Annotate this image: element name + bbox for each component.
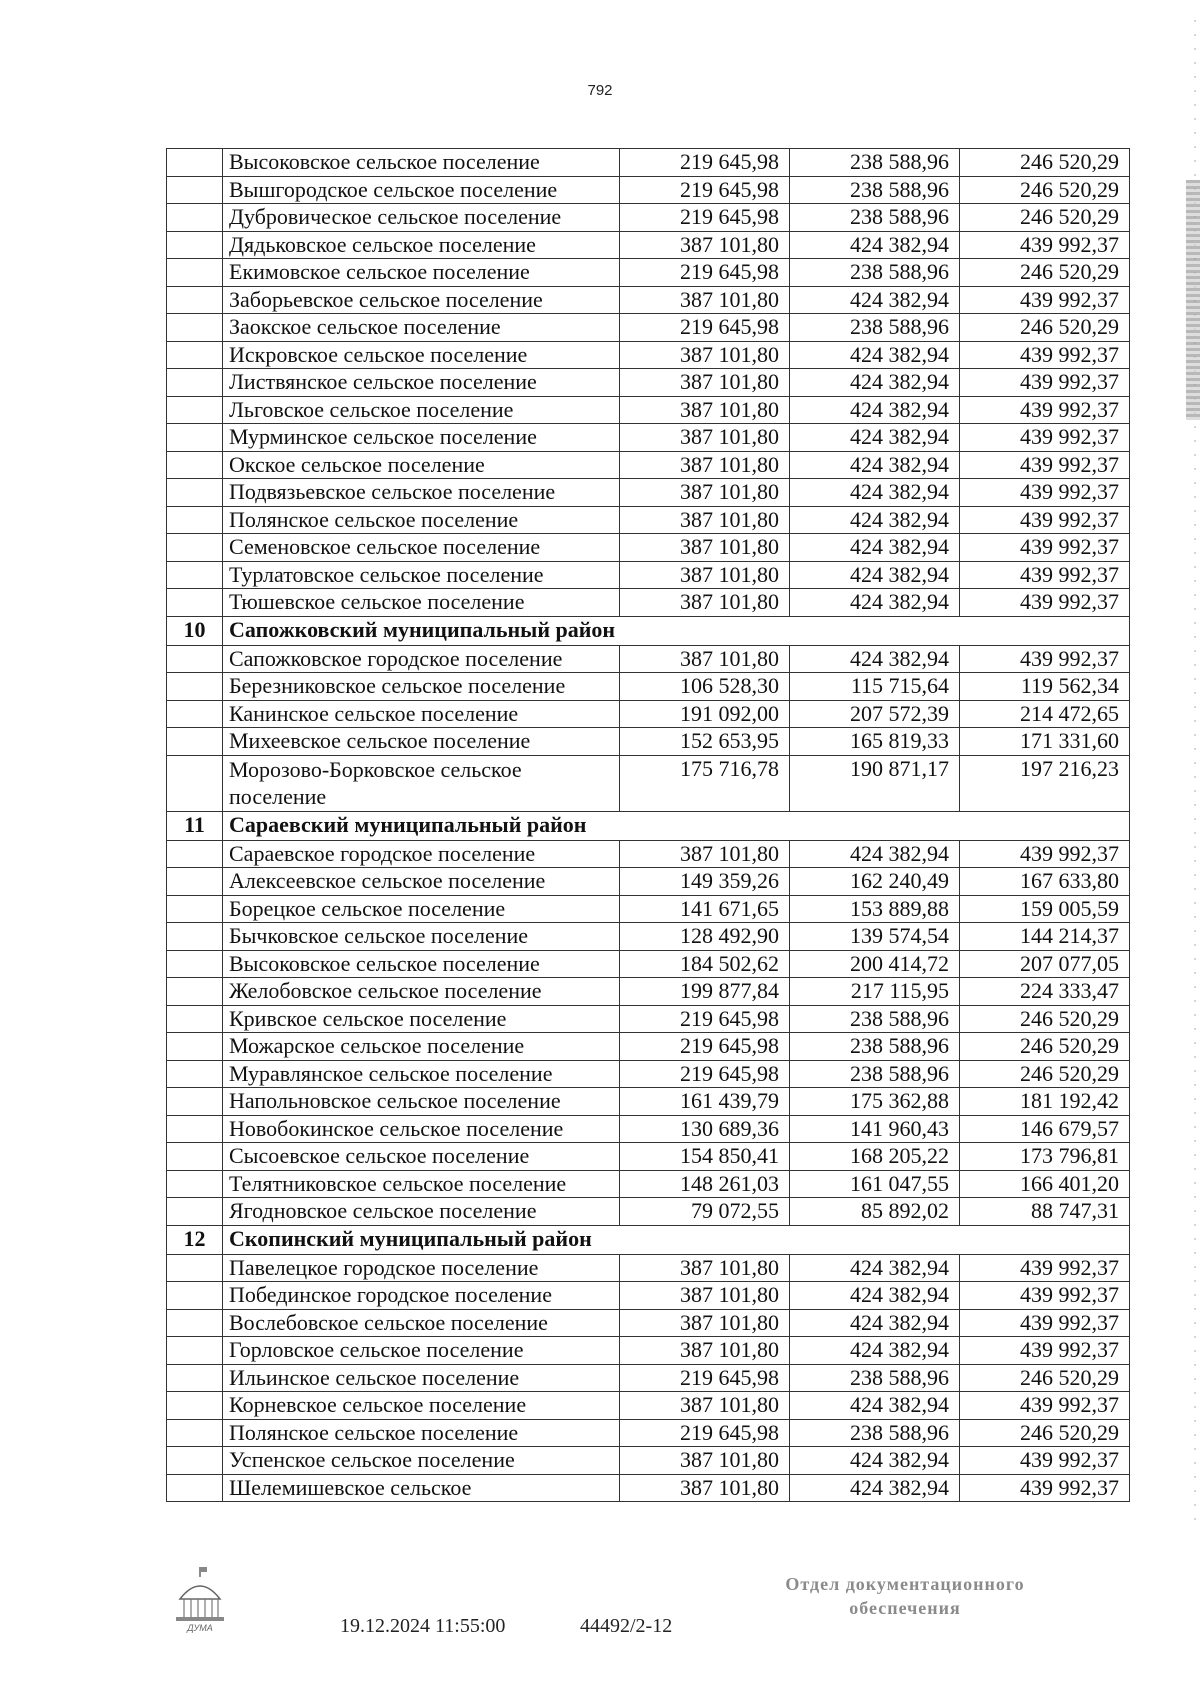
row-number-cell [167,396,223,424]
settlement-name: Вышгородское сельское поселение [223,176,620,204]
duma-building-icon [170,1565,230,1635]
settlement-name: Дядьковское сельское поселение [223,231,620,259]
amount-cell-1: 184 502,62 [620,950,790,978]
amount-cell-3: 246 520,29 [960,1419,1130,1447]
district-number: 11 [167,811,223,840]
amount-cell-3: 246 520,29 [960,259,1130,287]
row-number-cell [167,1337,223,1365]
amount-cell-2: 165 819,33 [790,728,960,756]
table-row [167,286,1130,314]
amount-cell-3: 146 679,57 [960,1115,1130,1143]
amount-cell-3: 439 992,37 [960,645,1130,673]
amount-cell-3: 439 992,37 [960,1474,1130,1502]
row-number-cell [167,286,223,314]
amount-cell-3: 439 992,37 [960,286,1130,314]
amount-cell-2: 139 574,54 [790,923,960,951]
row-number-cell [167,1282,223,1310]
amount-cell-2: 85 892,02 [790,1198,960,1226]
settlement-name: Сапожковское городское поселение [223,645,620,673]
row-number-cell [167,950,223,978]
amount-cell-1: 219 645,98 [620,1005,790,1033]
stamp-line-2: обеспечения [849,1598,961,1618]
amount-cell-3: 439 992,37 [960,1254,1130,1282]
row-number-cell [167,673,223,701]
amount-cell-2: 424 382,94 [790,561,960,589]
amount-cell-3: 166 401,20 [960,1170,1130,1198]
row-number-cell [167,978,223,1006]
settlement-name: Шелемишевское сельское [223,1474,620,1502]
row-number-cell [167,231,223,259]
row-number-cell [167,645,223,673]
table-row [167,231,1130,259]
scan-edge-artifact [1186,180,1200,420]
amount-cell-3: 439 992,37 [960,534,1130,562]
table-row [167,1337,1130,1365]
row-number-cell [167,176,223,204]
table-row [167,755,1130,811]
amount-cell-1: 191 092,00 [620,700,790,728]
district-header-row [167,811,1130,840]
amount-cell-1: 219 645,98 [620,1060,790,1088]
amount-cell-3: 439 992,37 [960,1282,1130,1310]
settlement-name: Бычковское сельское поселение [223,923,620,951]
amount-cell-1: 387 101,80 [620,451,790,479]
amount-cell-3: 246 520,29 [960,1364,1130,1392]
amount-cell-1: 387 101,80 [620,479,790,507]
amount-cell-3: 439 992,37 [960,451,1130,479]
table-row [167,176,1130,204]
settlement-name: Высоковское сельское поселение [223,950,620,978]
amount-cell-3: 207 077,05 [960,950,1130,978]
settlement-name: Дубровическое сельское поселение [223,204,620,232]
row-number-cell [167,589,223,617]
settlement-name: Заборьевское сельское поселение [223,286,620,314]
amount-cell-2: 238 588,96 [790,176,960,204]
amount-cell-2: 115 715,64 [790,673,960,701]
amount-cell-1: 387 101,80 [620,534,790,562]
settlement-name: Павелецкое городское поселение [223,1254,620,1282]
table-row [167,700,1130,728]
row-number-cell [167,1005,223,1033]
row-number-cell [167,369,223,397]
table-row [167,868,1130,896]
amount-cell-3: 214 472,65 [960,700,1130,728]
amount-cell-1: 148 261,03 [620,1170,790,1198]
amount-cell-1: 387 101,80 [620,561,790,589]
amount-cell-1: 387 101,80 [620,1392,790,1420]
amount-cell-2: 161 047,55 [790,1170,960,1198]
settlement-name: Листвянское сельское поселение [223,369,620,397]
district-name: Сапожковский муниципальный район [223,616,1130,645]
amount-cell-1: 387 101,80 [620,231,790,259]
settlement-name: Полянское сельское поселение [223,1419,620,1447]
settlement-name: Мурминское сельское поселение [223,424,620,452]
settlement-name: Телятниковское сельское поселение [223,1170,620,1198]
amount-cell-2: 424 382,94 [790,1447,960,1475]
table-row [167,314,1130,342]
amount-cell-1: 387 101,80 [620,840,790,868]
amount-cell-2: 424 382,94 [790,479,960,507]
row-number-cell [167,259,223,287]
amount-cell-1: 219 645,98 [620,149,790,177]
amount-cell-1: 387 101,80 [620,286,790,314]
amount-cell-3: 439 992,37 [960,1337,1130,1365]
settlement-name: Заокское сельское поселение [223,314,620,342]
amount-cell-1: 387 101,80 [620,396,790,424]
amount-cell-1: 219 645,98 [620,204,790,232]
settlement-name: Тюшевское сельское поселение [223,589,620,617]
table-row [167,923,1130,951]
table-row [167,1170,1130,1198]
amount-cell-1: 387 101,80 [620,1254,790,1282]
table-row [167,451,1130,479]
amount-cell-1: 219 645,98 [620,1033,790,1061]
amount-cell-2: 424 382,94 [790,369,960,397]
table-row [167,950,1130,978]
amount-cell-2: 424 382,94 [790,645,960,673]
amount-cell-3: 439 992,37 [960,1447,1130,1475]
logo-text: ДУМА [187,1623,213,1633]
amount-cell-2: 238 588,96 [790,1033,960,1061]
settlement-name: Березниковское сельское поселение [223,673,620,701]
amount-cell-3: 173 796,81 [960,1143,1130,1171]
amount-cell-1: 387 101,80 [620,1447,790,1475]
amount-cell-2: 424 382,94 [790,1282,960,1310]
amount-cell-2: 424 382,94 [790,1309,960,1337]
settlement-name: Побединское городское поселение [223,1282,620,1310]
table-row [167,728,1130,756]
settlement-name: Окское сельское поселение [223,451,620,479]
table-row [167,149,1130,177]
amount-cell-1: 219 645,98 [620,259,790,287]
table-row [167,1143,1130,1171]
row-number-cell [167,314,223,342]
amount-cell-3: 246 520,29 [960,176,1130,204]
settlement-name: Высоковское сельское поселение [223,149,620,177]
amount-cell-3: 439 992,37 [960,1392,1130,1420]
amount-cell-1: 387 101,80 [620,1474,790,1502]
amount-cell-2: 424 382,94 [790,341,960,369]
amount-cell-2: 424 382,94 [790,396,960,424]
amount-cell-2: 424 382,94 [790,534,960,562]
row-number-cell [167,1198,223,1226]
row-number-cell [167,451,223,479]
settlement-name: Искровское сельское поселение [223,341,620,369]
amount-cell-3: 224 333,47 [960,978,1130,1006]
amount-cell-2: 168 205,22 [790,1143,960,1171]
row-number-cell [167,840,223,868]
settlement-name: Екимовское сельское поселение [223,259,620,287]
row-number-cell [167,895,223,923]
settlement-name: Кривское сельское поселение [223,1005,620,1033]
row-number-cell [167,1115,223,1143]
amount-cell-1: 387 101,80 [620,369,790,397]
settlement-name: Подвязьевское сельское поселение [223,479,620,507]
amount-cell-2: 424 382,94 [790,840,960,868]
amount-cell-2: 424 382,94 [790,1254,960,1282]
settlement-name: Корневское сельское поселение [223,1392,620,1420]
table-row [167,1254,1130,1282]
table-row [167,1282,1130,1310]
amount-cell-3: 119 562,34 [960,673,1130,701]
amount-cell-3: 159 005,59 [960,895,1130,923]
row-number-cell [167,1474,223,1502]
table-row [167,673,1130,701]
amount-cell-2: 153 889,88 [790,895,960,923]
table-row [167,840,1130,868]
amount-cell-2: 424 382,94 [790,1337,960,1365]
table-row [167,1309,1130,1337]
table-row [167,479,1130,507]
amount-cell-3: 439 992,37 [960,1309,1130,1337]
settlement-name: Успенское сельское поселение [223,1447,620,1475]
row-number-cell [167,1309,223,1337]
table-row [167,1364,1130,1392]
table-row [167,1474,1130,1502]
settlement-name: Новобокинское сельское поселение [223,1115,620,1143]
amount-cell-1: 152 653,95 [620,728,790,756]
row-number-cell [167,1060,223,1088]
amount-cell-2: 238 588,96 [790,149,960,177]
settlement-name: Вослебовское сельское поселение [223,1309,620,1337]
amount-cell-2: 207 572,39 [790,700,960,728]
amount-cell-3: 439 992,37 [960,341,1130,369]
settlement-name: Полянское сельское поселение [223,506,620,534]
amount-cell-2: 424 382,94 [790,506,960,534]
settlement-name: Сараевское городское поселение [223,840,620,868]
duma-logo [170,1565,230,1635]
row-number-cell [167,479,223,507]
settlement-name: Михеевское сельское поселение [223,728,620,756]
settlement-name: Канинское сельское поселение [223,700,620,728]
amount-cell-3: 246 520,29 [960,204,1130,232]
department-stamp [760,1572,1050,1620]
page-number: 792 [587,82,613,99]
row-number-cell [167,700,223,728]
amount-cell-3: 246 520,29 [960,1033,1130,1061]
row-number-cell [167,1419,223,1447]
row-number-cell [167,1447,223,1475]
district-number: 12 [167,1225,223,1254]
amount-cell-1: 387 101,80 [620,424,790,452]
table-row [167,396,1130,424]
row-number-cell [167,341,223,369]
amount-cell-1: 387 101,80 [620,645,790,673]
amount-cell-1: 387 101,80 [620,1337,790,1365]
amount-cell-1: 199 877,84 [620,978,790,1006]
amount-cell-1: 161 439,79 [620,1088,790,1116]
amount-cell-3: 439 992,37 [960,506,1130,534]
settlement-name: Можарское сельское поселение [223,1033,620,1061]
amount-cell-1: 387 101,80 [620,506,790,534]
amount-cell-1: 130 689,36 [620,1115,790,1143]
amount-cell-3: 439 992,37 [960,840,1130,868]
row-number-cell [167,1392,223,1420]
amount-cell-2: 200 414,72 [790,950,960,978]
amount-cell-1: 387 101,80 [620,1282,790,1310]
table-row [167,1447,1130,1475]
row-number-cell [167,149,223,177]
amount-cell-2: 238 588,96 [790,259,960,287]
settlement-name: Алексеевское сельское поселение [223,868,620,896]
amount-cell-3: 439 992,37 [960,369,1130,397]
amount-cell-3: 171 331,60 [960,728,1130,756]
amount-cell-2: 424 382,94 [790,589,960,617]
amount-cell-3: 167 633,80 [960,868,1130,896]
table-row [167,259,1130,287]
settlement-name: Желобовское сельское поселение [223,978,620,1006]
amount-cell-3: 88 747,31 [960,1198,1130,1226]
settlement-name: Семеновское сельское поселение [223,534,620,562]
table-row [167,204,1130,232]
table-row [167,1088,1130,1116]
table-row [167,1060,1130,1088]
settlement-name: Борецкое сельское поселение [223,895,620,923]
district-name: Скопинский муниципальный район [223,1225,1130,1254]
amount-cell-2: 238 588,96 [790,1419,960,1447]
table-row [167,589,1130,617]
row-number-cell [167,506,223,534]
amount-cell-2: 238 588,96 [790,1364,960,1392]
table-row [167,895,1130,923]
amount-cell-1: 219 645,98 [620,314,790,342]
amount-cell-1: 219 645,98 [620,176,790,204]
amount-cell-2: 238 588,96 [790,1005,960,1033]
settlement-name: Ильинское сельское поселение [223,1364,620,1392]
table-row [167,645,1130,673]
amount-cell-1: 219 645,98 [620,1419,790,1447]
amount-cell-2: 238 588,96 [790,1060,960,1088]
settlement-name: Напольновское сельское поселение [223,1088,620,1116]
table-row [167,1115,1130,1143]
amount-cell-3: 439 992,37 [960,479,1130,507]
settlement-name: Льговское сельское поселение [223,396,620,424]
amount-cell-3: 246 520,29 [960,149,1130,177]
row-number-cell [167,204,223,232]
amount-cell-1: 387 101,80 [620,589,790,617]
table-row [167,1005,1130,1033]
district-header-row [167,616,1130,645]
amount-cell-3: 439 992,37 [960,589,1130,617]
table-body [167,149,1130,1502]
district-name: Сараевский муниципальный район [223,811,1130,840]
row-number-cell [167,728,223,756]
district-header-row [167,1225,1130,1254]
table-row [167,1033,1130,1061]
amount-cell-2: 424 382,94 [790,231,960,259]
amount-cell-2: 424 382,94 [790,1474,960,1502]
amount-cell-2: 238 588,96 [790,314,960,342]
amount-cell-3: 439 992,37 [960,231,1130,259]
row-number-cell [167,1143,223,1171]
amount-cell-3: 439 992,37 [960,396,1130,424]
row-number-cell [167,1088,223,1116]
amount-cell-3: 246 520,29 [960,1060,1130,1088]
row-number-cell [167,1254,223,1282]
amount-cell-1: 219 645,98 [620,1364,790,1392]
row-number-cell [167,561,223,589]
row-number-cell [167,1170,223,1198]
settlement-name: Муравлянское сельское поселение [223,1060,620,1088]
table-row [167,1198,1130,1226]
amount-cell-1: 128 492,90 [620,923,790,951]
budget-table-container [166,148,1129,1502]
settlement-name: Горловское сельское поселение [223,1337,620,1365]
footer-datetime: 19.12.2024 11:55:00 [340,1615,506,1637]
amount-cell-1: 175 716,78 [620,755,790,811]
settlement-name: Ягодновское сельское поселение [223,1198,620,1226]
amount-cell-2: 162 240,49 [790,868,960,896]
row-number-cell [167,923,223,951]
amount-cell-3: 246 520,29 [960,1005,1130,1033]
table-row [167,1392,1130,1420]
table-row [167,1419,1130,1447]
amount-cell-3: 197 216,23 [960,755,1130,811]
row-number-cell [167,755,223,811]
amount-cell-3: 144 214,37 [960,923,1130,951]
amount-cell-2: 424 382,94 [790,451,960,479]
amount-cell-1: 387 101,80 [620,1309,790,1337]
table-row [167,369,1130,397]
amount-cell-2: 141 960,43 [790,1115,960,1143]
settlement-name: Морозово-Борковское сельское поселение [223,755,620,811]
amount-cell-3: 439 992,37 [960,424,1130,452]
amount-cell-2: 424 382,94 [790,424,960,452]
settlement-name: Сысоевское сельское поселение [223,1143,620,1171]
amount-cell-3: 181 192,42 [960,1088,1130,1116]
table-row [167,506,1130,534]
table-row [167,534,1130,562]
amount-cell-2: 217 115,95 [790,978,960,1006]
amount-cell-3: 246 520,29 [960,314,1130,342]
table-row [167,978,1130,1006]
row-number-cell [167,868,223,896]
budget-table [166,148,1130,1502]
amount-cell-2: 175 362,88 [790,1088,960,1116]
amount-cell-2: 238 588,96 [790,204,960,232]
row-number-cell [167,1364,223,1392]
table-row [167,341,1130,369]
amount-cell-1: 149 359,26 [620,868,790,896]
table-row [167,424,1130,452]
footer-doc-code: 44492/2-12 [580,1615,673,1637]
stamp-line-1: Отдел документационного [785,1574,1025,1594]
amount-cell-2: 190 871,17 [790,755,960,811]
amount-cell-1: 79 072,55 [620,1198,790,1226]
district-number: 10 [167,616,223,645]
amount-cell-2: 424 382,94 [790,286,960,314]
amount-cell-1: 154 850,41 [620,1143,790,1171]
amount-cell-3: 439 992,37 [960,561,1130,589]
row-number-cell [167,424,223,452]
settlement-name: Турлатовское сельское поселение [223,561,620,589]
row-number-cell [167,534,223,562]
amount-cell-1: 141 671,65 [620,895,790,923]
table-row [167,561,1130,589]
amount-cell-1: 106 528,30 [620,673,790,701]
amount-cell-2: 424 382,94 [790,1392,960,1420]
row-number-cell [167,1033,223,1061]
amount-cell-1: 387 101,80 [620,341,790,369]
